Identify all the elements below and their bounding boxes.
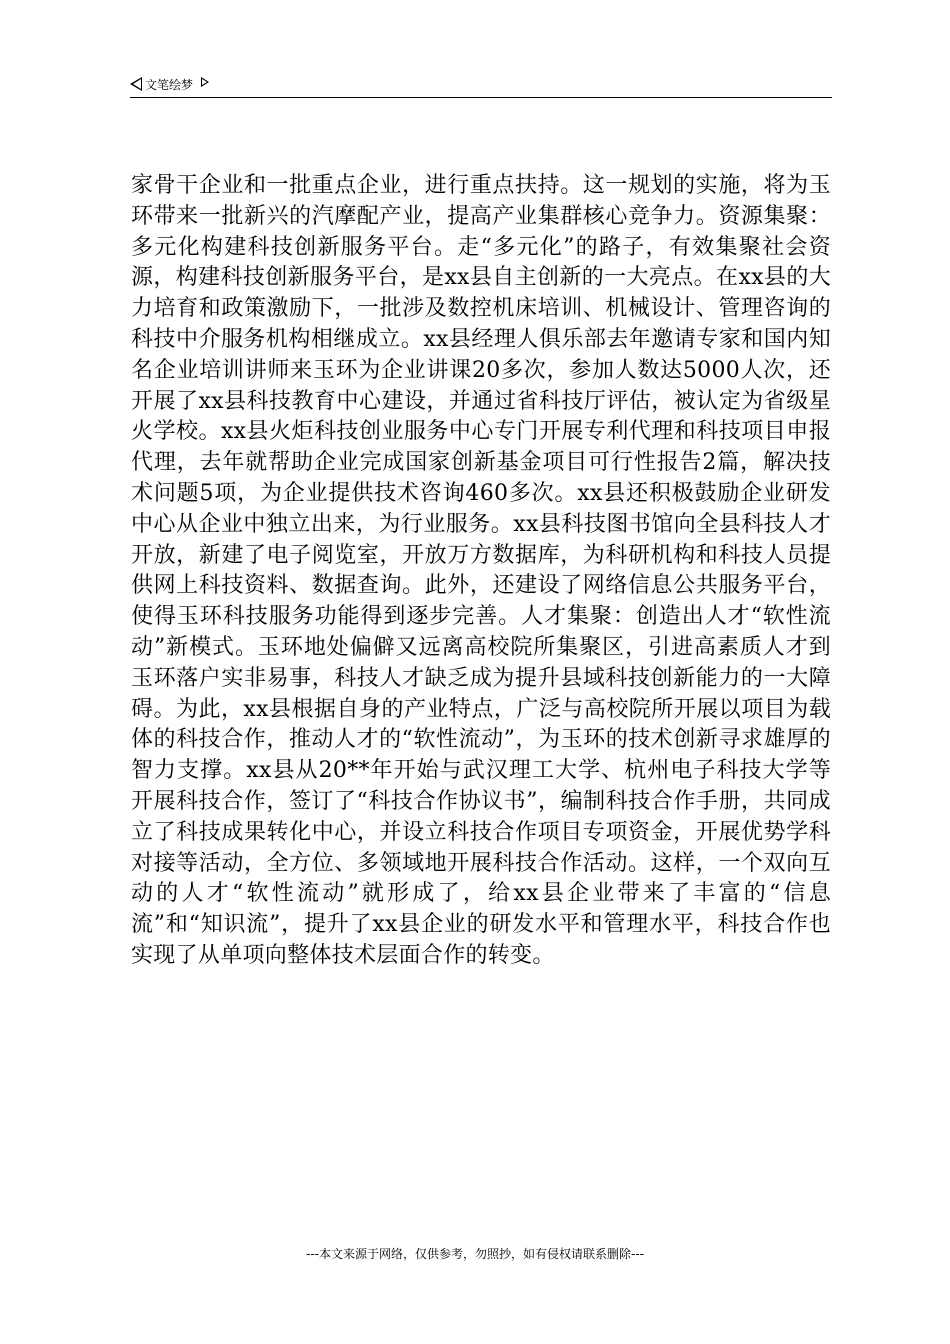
page-header: [130, 74, 832, 96]
triangle-left-icon: [130, 77, 142, 91]
triangle-right-icon: [201, 77, 209, 87]
header-divider: [130, 97, 832, 98]
footer-notice: ---本文来源于网络，仅供参考，勿照抄，如有侵权请联系删除---: [306, 1247, 644, 1261]
header-brand: 文笔绘梦: [145, 78, 194, 92]
body-paragraph: 家骨干企业和一批重点企业，进行重点扶持。这一规划的实施，将为玉环带来一批新兴的汽摩配产业，提高产业集群核心竞争力。资源集聚：多元化构建科技创新服务平台。走“多元化”的路子，有效集聚社会资源，构建科技创新服务平台，是xx县自主创新的一大亮点。在xx县的大力培育和政策激励下，一批涉及数控机床培训、机械设计、管理咨询的科技中介服务机构相继成立。xx县经理人俱乐部去年邀请专家和国内知名企业培训讲师来玉环为企业讲课20多次，参加人数达5000人次，还开展了xx县科技教育中心建设，并通过省科技厅评估，被认定为省级星火学校。xx县火炬科技创业服务中心专门开展专利代理和科技项目申报代理，去年就帮助企业完成国家创新基金项目可行性报告2篇，解决技术问题5项，为企业提供技术咨询460多次。xx县还积极鼓励企业研发中心从企业中独立出来，为行业服务。xx县科技图书馆向全县科技人才开放，新建了电子阅览室，开放万方数据库，为科研机构和科技人员提供网上科技资料、数据查询。此外，还建设了网络信息公共服务平台，使得玉环科技服务功能得到逐步完善。人才集聚：创造出人才“软性流动”新模式。玉环地处偏僻又远离高校院所集聚区，引进高素质人才到玉环落户实非易事，科技人才缺乏成为提升县域科技创新能力的一大障碍。为此，xx县根据自身的产业特点，广泛与高校院所开展以项目为载体的科技合作，推动人才的“软性流动”，为玉环的技术创新寻求雄厚的智力支撑。xx县从20**年开始与武汉理工大学、杭州电子科技大学等开展科技合作，签订了“科技合作协议书”，编制科技合作手册，共同成立了科技成果转化中心，并设立科技合作项目专项资金，开展优势学科对接等活动，全方位、多领域地开展科技合作活动。这样，一个双向互动的人才“软性流动”就形成了，给xx县企业带来了丰富的“信息流”和“知识流”，提升了xx县企业的研发水平和管理水平，科技合作也实现了从单项向整体技术层面合作的转变。: [131, 173, 831, 968]
